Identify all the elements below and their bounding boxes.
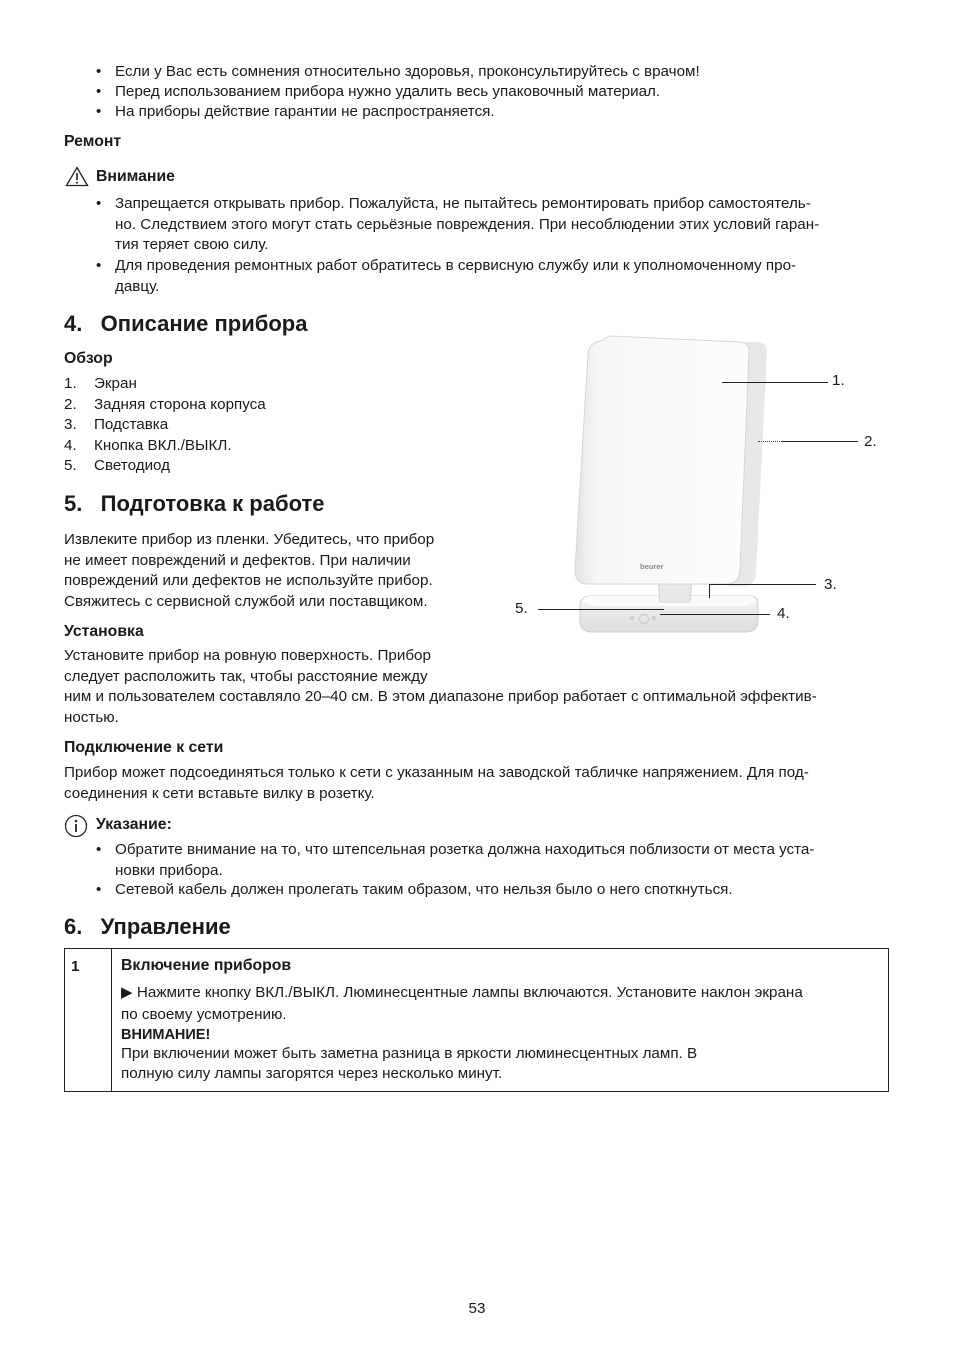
bullet-dot: • bbox=[96, 63, 102, 80]
step-content bbox=[112, 949, 889, 1092]
bullet-line: новки прибора. bbox=[115, 861, 223, 879]
text-line: соединения к сети вставьте вилку в розетку. bbox=[64, 784, 375, 802]
section-6-heading: 6. Управление bbox=[64, 914, 231, 939]
text-line: повреждений или дефектов не используйте прибор. bbox=[64, 572, 433, 589]
info-icon bbox=[64, 814, 88, 838]
list-number: 4. bbox=[64, 437, 77, 454]
callout-4: 4. bbox=[777, 605, 790, 622]
bullet-line: давцу. bbox=[115, 277, 160, 295]
text-line: Установите прибор на ровную поверхность. Прибор bbox=[64, 647, 431, 664]
text-line: Нажмите кнопку ВКЛ./ВЫКЛ. Люминесцентные лампы включаются. Установите наклон экрана bbox=[136, 983, 803, 1001]
power-heading: Подключение к сети bbox=[64, 739, 224, 756]
step-number: 1 bbox=[65, 949, 112, 1092]
callout-line-4 bbox=[660, 614, 770, 615]
callout-1: 1. bbox=[832, 372, 845, 389]
warning-triangle-icon bbox=[65, 166, 89, 187]
list-item: Светодиод bbox=[94, 457, 171, 474]
bullet-text: Если у Вас есть сомнения относительно здоровья, проконсультируйтесь с врачом! bbox=[115, 63, 700, 80]
bullet-dot: • bbox=[96, 841, 102, 858]
bullet-line: Сетевой кабель должен пролегать таким образом, что нельзя было о него споткнуться. bbox=[115, 881, 733, 898]
bullet-line: Обратите внимание на то, что штепсельная розетка должна находиться поблизости от места уста- bbox=[115, 841, 815, 858]
step-warning-label: ВНИМАНИЕ! bbox=[121, 1026, 211, 1043]
callout-line-2-dotted bbox=[758, 441, 782, 442]
callout-line-2 bbox=[782, 441, 858, 442]
step-warning-text bbox=[121, 1044, 879, 1085]
bullet-dot: • bbox=[96, 103, 102, 120]
install-text bbox=[64, 646, 817, 728]
prep-intro bbox=[64, 530, 434, 612]
sun-lamp-illustration bbox=[560, 334, 790, 644]
text-line: Извлеките прибор из пленки. Убедитесь, что прибор bbox=[64, 531, 435, 548]
operation-table bbox=[64, 948, 889, 1092]
callout-line-3 bbox=[710, 584, 816, 585]
section-4-heading: 4. Описание прибора bbox=[64, 311, 308, 336]
arrow-right-icon: ▶ bbox=[121, 983, 133, 1001]
page-number: 53 bbox=[468, 1300, 486, 1317]
section-5-heading: 5. Подготовка к работе bbox=[64, 491, 325, 516]
text-line: не имеет повреждений и дефектов. При наличии bbox=[64, 551, 411, 569]
step-instruction bbox=[121, 982, 879, 1026]
text-line: ним и пользователем составляло 20–40 см. В этом диапазоне прибор работает с оптимальной эффектив- bbox=[64, 688, 817, 705]
warning-label: Внимание bbox=[96, 168, 175, 185]
bullet-line: Для проведения ремонтных работ обратитесь в сервисную службу или к уполномоченному про- bbox=[115, 257, 797, 274]
text-line: При включении может быть заметна разница в яркости люминесцентных ламп. В bbox=[121, 1044, 698, 1062]
bullet-line: тия теряет свою силу. bbox=[115, 236, 269, 253]
text-line: Прибор может подсоединяться только к сети с указанным на заводской табличке напряжением. Для под- bbox=[64, 764, 809, 781]
bullet-dot: • bbox=[96, 881, 102, 898]
callout-line-1 bbox=[722, 382, 828, 383]
text-line: полную силу лампы загорятся через несколько минут. bbox=[121, 1065, 503, 1082]
bullet-text bbox=[115, 840, 895, 881]
callout-5: 5. bbox=[515, 600, 528, 617]
list-number: 2. bbox=[64, 396, 77, 413]
step-title: Включение приборов bbox=[121, 957, 292, 974]
callout-line-5 bbox=[538, 609, 664, 610]
install-heading: Установка bbox=[64, 623, 144, 640]
text-line: по своему усмотрению. bbox=[121, 1005, 287, 1023]
bullet-dot: • bbox=[96, 83, 102, 100]
bullet-text bbox=[115, 194, 895, 256]
bullet-text bbox=[115, 256, 895, 297]
bullet-line: Запрещается открывать прибор. Пожалуйста, не пытайтесь ремонтировать прибор самостоятель- bbox=[115, 195, 811, 212]
brand-logo: beurer bbox=[640, 562, 664, 571]
list-item: Экран bbox=[94, 375, 137, 392]
list-item: Задняя сторона корпуса bbox=[94, 396, 266, 413]
bullet-text bbox=[115, 880, 895, 901]
list-number: 1. bbox=[64, 375, 77, 392]
text-line: ностью. bbox=[64, 708, 119, 726]
bullet-dot: • bbox=[96, 257, 102, 274]
list-item: Кнопка ВКЛ./ВЫКЛ. bbox=[94, 437, 232, 454]
text-line: Свяжитесь с сервисной службой или поставщиком. bbox=[64, 592, 428, 610]
bullet-text: На приборы действие гарантии не распространяется. bbox=[115, 103, 495, 120]
power-text bbox=[64, 763, 809, 804]
overview-heading: Обзор bbox=[64, 350, 113, 367]
list-item: Подставка bbox=[94, 416, 169, 433]
bullet-line: но. Следствием этого могут стать серьёзные повреждения. При несоблюдении этих условий гаран- bbox=[115, 215, 820, 233]
bullet-dot: • bbox=[96, 195, 102, 212]
bullet-text: Перед использованием прибора нужно удалить весь упаковочный материал. bbox=[115, 83, 661, 100]
callout-3: 3. bbox=[824, 576, 837, 593]
table-row bbox=[65, 949, 889, 1092]
callout-2: 2. bbox=[864, 433, 877, 450]
text-line: следует расположить так, чтобы расстояние между bbox=[64, 667, 428, 685]
list-number: 5. bbox=[64, 457, 77, 474]
note-label: Указание: bbox=[96, 816, 172, 833]
list-number: 3. bbox=[64, 416, 77, 433]
repair-heading: Ремонт bbox=[64, 133, 122, 150]
callout-line-3-drop bbox=[709, 584, 710, 598]
